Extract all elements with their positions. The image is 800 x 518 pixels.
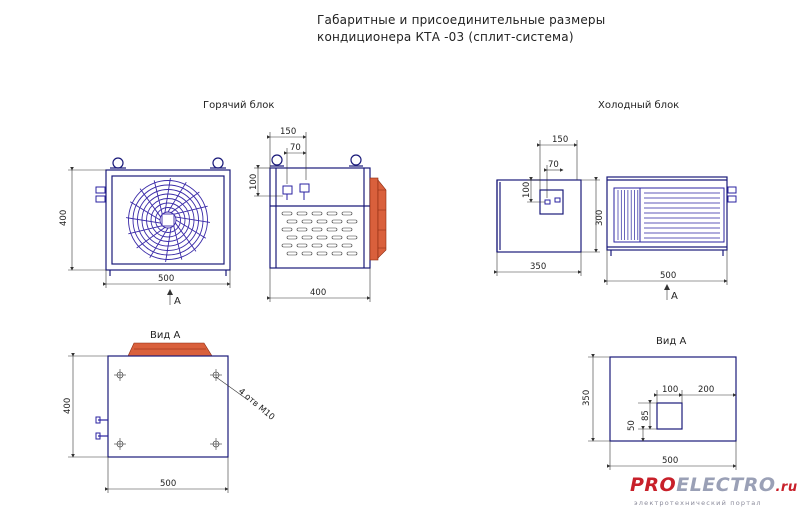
cold-view-a-200-dim: 200 [698, 385, 715, 395]
hot-side-depth-dim: 400 [310, 288, 327, 298]
cold-view-a-100-dim: 100 [662, 385, 679, 395]
hot-view-a-height-dim: 400 [63, 397, 73, 414]
hot-unit-side-view [270, 155, 386, 268]
cold-front-height-dim: 300 [595, 209, 605, 226]
cold-unit-side-view [497, 180, 581, 252]
hot-view-a-marker: A [174, 296, 181, 307]
hot-view-a-dimensions [68, 356, 228, 493]
title-line-2: кондиционера КТА -03 (сплит-система) [317, 30, 574, 44]
cold-side-150-dim: 150 [552, 135, 569, 145]
brand-tagline: электротехнический портал [634, 499, 762, 507]
brand-logo[interactable] [630, 474, 798, 514]
cold-side-width-dim: 350 [530, 262, 547, 272]
cold-view-a-marker: A [671, 291, 678, 302]
cold-view-a-85-dim: 85 [641, 410, 651, 421]
hot-side-70-dim: 70 [290, 143, 301, 153]
cold-view-a-height-dim: 350 [582, 389, 592, 406]
title-line-1: Габаритные и присоединительные размеры [317, 13, 606, 27]
hot-view-a-label: Вид А [150, 330, 181, 341]
hot-front-width-dim: 500 [158, 274, 175, 284]
cold-unit-front-view [607, 177, 736, 256]
cold-view-a-label: Вид А [656, 336, 687, 347]
hot-unit-label: Горячий блок [203, 100, 275, 111]
fan-icon [126, 178, 210, 262]
cold-unit-label: Холодный блок [598, 100, 680, 111]
hot-side-100-dim: 100 [249, 173, 259, 190]
hot-front-height-dim: 400 [59, 209, 69, 226]
mounting-holes-note: 4 отв M10 [236, 386, 277, 423]
brand-wordmark: PROELECTRO.ru [630, 474, 798, 496]
hot-view-a-width-dim: 500 [160, 479, 177, 489]
hot-side-dimensions [254, 132, 370, 302]
cold-view-a-width-dim: 500 [662, 456, 679, 466]
cold-side-100-dim: 100 [522, 181, 532, 198]
cold-front-width-dim: 500 [660, 271, 677, 281]
hot-side-150-dim: 150 [280, 127, 297, 137]
hot-view-a [96, 343, 248, 457]
cold-view-a-50-dim: 50 [627, 420, 637, 431]
cold-side-70-dim: 70 [548, 160, 559, 170]
hot-unit-front-view [96, 158, 230, 276]
